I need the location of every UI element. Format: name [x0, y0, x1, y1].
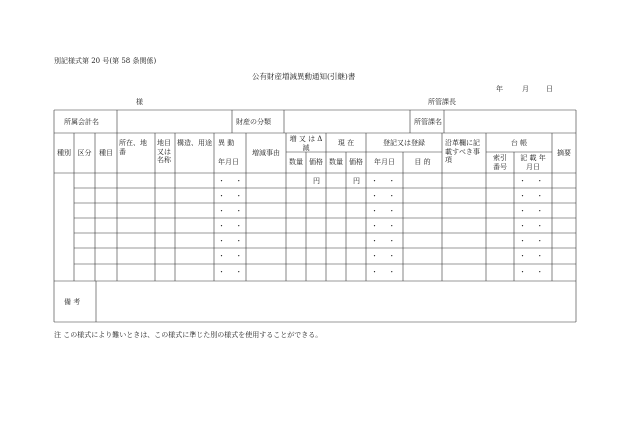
col-price-2: 価格 [349, 158, 363, 166]
ledger-date-dots: ・ ・ [519, 207, 548, 215]
col-quantity-2: 数量 [329, 158, 343, 166]
change-date-dots: ・ ・ [218, 237, 247, 245]
col-reg-date: 年月日 [374, 158, 395, 166]
ledger-date-dots: ・ ・ [519, 192, 548, 200]
change-date-dots: ・ ・ [218, 268, 247, 276]
col-ledger-index: 索引番号 [493, 154, 507, 171]
notes-label: 備 考 [64, 298, 81, 306]
reg-date-dots: ・ ・ [371, 268, 400, 276]
col-reason: 増減事由 [252, 149, 280, 157]
date-year: 年 [496, 85, 503, 93]
col-remarks: 摘要 [557, 149, 571, 157]
yen-unit-2: 円 [353, 177, 360, 185]
ledger-date-dots: ・ ・ [519, 222, 548, 230]
change-date-dots: ・ ・ [218, 222, 247, 230]
change-date-dots: ・ ・ [218, 252, 247, 260]
date-month: 月 [522, 85, 529, 93]
col-price-1: 価格 [309, 158, 323, 166]
sender: 所管課長 [428, 98, 456, 106]
col-quantity-1: 数量 [289, 158, 303, 166]
col-change-date: 年月日 [218, 158, 239, 166]
category-label: 財産の分類 [236, 118, 271, 126]
ledger-date-dots: ・ ・ [519, 268, 548, 276]
footnote: 注 この様式により難いときは、この様式に準じた別の様式を使用することができる。 [54, 331, 323, 339]
col-current: 現 在 [337, 139, 355, 147]
change-date-dots: ・ ・ [218, 177, 247, 185]
col-type: 種別 [57, 149, 71, 157]
col-registration: 登記又は登録 [383, 139, 425, 147]
reg-date-dots: ・ ・ [371, 237, 400, 245]
col-structure: 構造、用途 [177, 139, 212, 147]
col-purpose: 目 的 [414, 158, 431, 166]
col-land-item: 地目又は名称 [157, 139, 171, 164]
change-date-dots: ・ ・ [218, 192, 247, 200]
reg-date-dots: ・ ・ [371, 177, 400, 185]
document-title: 公有財産増減異動通知(引継)書 [252, 72, 356, 81]
section-label: 所管課名 [414, 118, 442, 126]
col-kind: 種目 [99, 149, 113, 157]
date-day: 日 [546, 85, 553, 93]
col-division: 区分 [77, 149, 92, 157]
addressee-suffix: 様 [136, 98, 143, 106]
col-location: 所在、地番 [119, 139, 147, 156]
reg-date-dots: ・ ・ [371, 252, 400, 260]
col-ledger-date: 記 載 年月日 [520, 154, 546, 171]
ledger-date-dots: ・ ・ [519, 177, 548, 185]
form-number: 別記様式第 20 号(第 58 条関係) [54, 57, 157, 65]
col-history: 沿革欄に記載すべき事項 [445, 139, 480, 164]
reg-date-dots: ・ ・ [371, 207, 400, 215]
ledger-date-dots: ・ ・ [519, 237, 548, 245]
col-increase-decrease: 増 又 は Δ減 [289, 135, 323, 152]
reg-date-dots: ・ ・ [371, 192, 400, 200]
yen-unit-1: 円 [313, 177, 320, 185]
col-change: 異 動 [218, 139, 235, 147]
reg-date-dots: ・ ・ [371, 222, 400, 230]
dept-label: 所属会計名 [64, 118, 99, 126]
change-date-dots: ・ ・ [218, 207, 247, 215]
col-ledger: 台 帳 [510, 139, 528, 147]
ledger-date-dots: ・ ・ [519, 252, 548, 260]
